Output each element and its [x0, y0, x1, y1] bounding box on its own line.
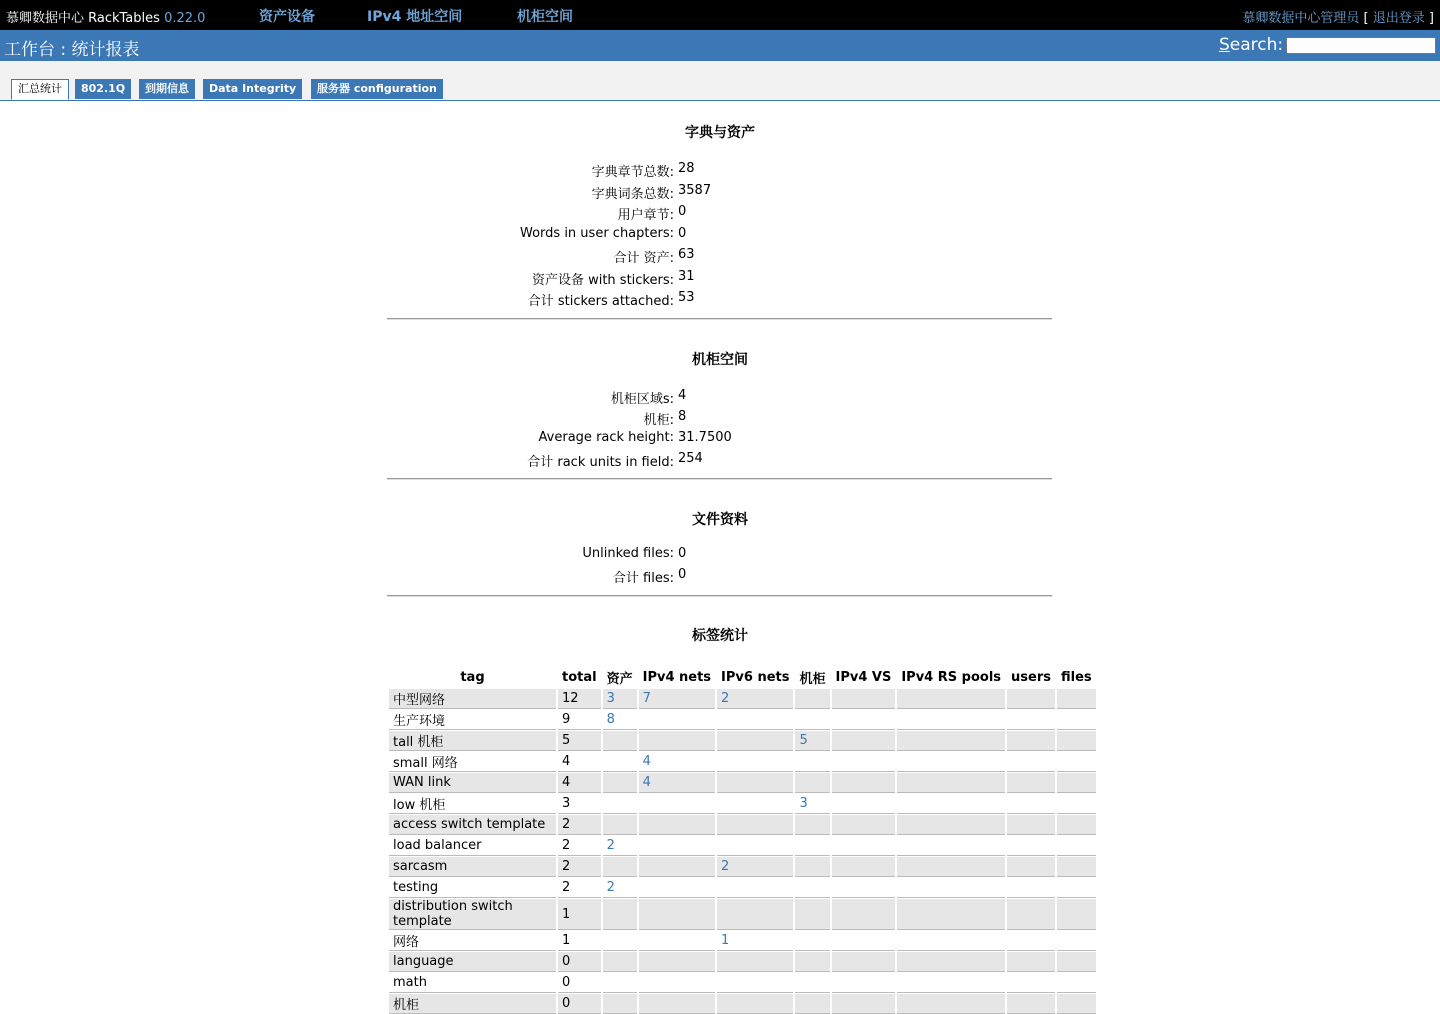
dict-stat-value: 31	[678, 268, 695, 284]
tag-name-cell: load balancer	[389, 835, 556, 856]
tag-total-cell: 0	[558, 993, 601, 1014]
files-stat-label: 合计 files:	[612, 571, 674, 586]
table-cell	[832, 877, 896, 898]
table-cell	[832, 856, 896, 877]
table-cell	[1007, 972, 1055, 993]
table-cell	[1007, 688, 1055, 709]
tab-data-integrity[interactable]: Data Integrity	[203, 79, 302, 99]
table-cell	[1057, 793, 1096, 814]
table-cell	[832, 793, 896, 814]
table-cell	[795, 688, 829, 709]
app-brand[interactable]	[6, 7, 205, 26]
table-cell	[897, 972, 1005, 993]
tag-name-cell: testing	[389, 877, 556, 898]
dict-stat-label: 字典词条总数:	[591, 186, 674, 202]
table-cell	[639, 877, 715, 898]
table-cell	[717, 709, 793, 730]
section-title-dictionary: 字典与资产	[685, 125, 755, 141]
table-cell	[717, 730, 793, 751]
files-stat-value: 0	[678, 546, 687, 561]
table-cell	[717, 951, 793, 972]
rack-stat-row	[0, 388, 1440, 409]
table-cell	[1057, 951, 1096, 972]
table-cell	[795, 751, 829, 772]
table-row	[389, 877, 1096, 898]
table-cell	[832, 993, 896, 1014]
dict-stat-row	[0, 226, 1440, 247]
files-stat-row	[0, 567, 1440, 588]
dict-stat-value: 53	[678, 290, 695, 305]
rack-stat-row	[0, 451, 1440, 472]
tag-total-cell: 2	[558, 814, 601, 835]
tab-summary[interactable]: 汇总统计	[11, 79, 69, 100]
tag-count-link[interactable]: 2	[603, 835, 637, 856]
rack-stat-value: 8	[678, 409, 687, 424]
table-cell	[832, 898, 896, 930]
table-cell	[639, 814, 715, 835]
table-cell	[603, 930, 637, 951]
table-cell	[832, 709, 896, 730]
dict-stat-label: Words in user chapters:	[520, 225, 674, 241]
table-cell	[1007, 898, 1055, 930]
tag-count-link[interactable]: 2	[603, 877, 637, 898]
table-cell	[1007, 751, 1055, 772]
search-label-rest: earch:	[1229, 35, 1284, 55]
table-cell	[795, 993, 829, 1014]
dict-stat-label: 字典章节总数:	[591, 165, 674, 180]
tag-name-cell: low 机柜	[389, 793, 556, 814]
tag-total-cell: 3	[558, 793, 601, 814]
table-cell	[1057, 930, 1096, 951]
table-cell	[795, 877, 829, 898]
table-cell	[1007, 877, 1055, 898]
divider	[387, 595, 1052, 597]
column-header: IPv4 VS	[835, 669, 892, 685]
divider	[387, 478, 1052, 480]
search-accesskey: S	[1219, 35, 1230, 55]
column-header: 机柜	[799, 671, 826, 687]
tag-name-cell: 机柜	[389, 993, 556, 1014]
dict-stat-row	[0, 161, 1440, 182]
tag-table-header	[389, 666, 1096, 688]
table-cell	[1007, 856, 1055, 877]
rack-stat-label: 合计 rack units in field:	[527, 455, 674, 470]
dict-stat-row	[0, 183, 1440, 204]
brand-name[interactable]: 慕卿数据中心 RackTables	[6, 11, 160, 26]
tag-total-cell: 9	[558, 709, 601, 730]
user-profile-link[interactable]: 慕卿数据中心管理员	[1242, 11, 1360, 26]
tag-count-link[interactable]: 3	[603, 688, 637, 709]
dict-stat-value: 0	[678, 204, 687, 219]
table-cell	[1057, 835, 1096, 856]
search-label	[1219, 35, 1283, 55]
search-input[interactable]	[1286, 37, 1436, 54]
tag-count-link[interactable]: 1	[717, 930, 793, 951]
table-cell	[897, 772, 1005, 793]
dict-stat-label: 合计 资产:	[613, 251, 674, 266]
table-cell	[795, 856, 829, 877]
column-header: users	[1011, 669, 1051, 685]
table-cell	[1057, 730, 1096, 751]
nav-ipv4-space[interactable]: IPv4 地址空间	[367, 9, 463, 25]
table-cell	[832, 814, 896, 835]
tag-name-cell: 网络	[389, 930, 556, 951]
table-cell	[795, 898, 829, 930]
table-cell	[832, 951, 896, 972]
table-cell	[832, 688, 896, 709]
divider	[387, 318, 1052, 320]
tag-count-link[interactable]: 7	[639, 688, 715, 709]
table-cell	[639, 972, 715, 993]
table-cell	[1057, 751, 1096, 772]
table-cell	[1007, 993, 1055, 1014]
table-cell	[603, 793, 637, 814]
table-cell	[1057, 814, 1096, 835]
table-cell	[717, 814, 793, 835]
dict-stat-label: 资产设备 with stickers:	[531, 272, 674, 288]
table-cell	[832, 772, 896, 793]
section-title-files: 文件资料	[692, 512, 748, 528]
tab-8021q[interactable]: 802.1Q	[75, 79, 131, 99]
table-cell	[832, 930, 896, 951]
bracket-close: ]	[1428, 11, 1434, 26]
table-cell	[603, 972, 637, 993]
tag-name-cell: math	[389, 972, 556, 993]
tag-name-cell: 中型网络	[389, 688, 556, 709]
dict-stat-row	[0, 269, 1440, 290]
table-cell	[795, 814, 829, 835]
table-cell	[639, 856, 715, 877]
table-row	[389, 972, 1096, 993]
table-cell	[1057, 898, 1096, 930]
tag-count-link[interactable]: 8	[603, 709, 637, 730]
table-row	[389, 856, 1096, 877]
table-cell	[795, 835, 829, 856]
table-cell	[795, 972, 829, 993]
dict-stat-label: 用户章节:	[617, 208, 674, 223]
tag-total-cell: 12	[558, 688, 601, 709]
table-cell	[603, 730, 637, 751]
section-title-rackspace: 机柜空间	[692, 352, 748, 368]
rack-stat-label: Average rack height:	[538, 430, 674, 445]
table-cell	[795, 930, 829, 951]
table-cell	[1007, 793, 1055, 814]
column-header: IPv6 nets	[721, 669, 790, 685]
table-cell	[897, 814, 1005, 835]
table-cell	[717, 751, 793, 772]
tag-count-link[interactable]: 2	[717, 856, 793, 877]
table-cell	[639, 930, 715, 951]
dict-stat-row	[0, 247, 1440, 268]
table-cell	[639, 993, 715, 1014]
files-stat-row	[0, 546, 1440, 567]
table-cell	[1007, 951, 1055, 972]
user-area	[1242, 7, 1434, 26]
nav-rackspace[interactable]: 机柜空间	[517, 9, 573, 25]
tag-count-link[interactable]: 4	[639, 751, 715, 772]
table-row	[389, 709, 1096, 730]
table-row	[389, 814, 1096, 835]
table-cell	[717, 993, 793, 1014]
dict-stat-row	[0, 290, 1440, 311]
nav-objects[interactable]: 资产设备	[259, 9, 315, 25]
tag-count-link[interactable]: 4	[639, 772, 715, 793]
tag-total-cell: 4	[558, 751, 601, 772]
files-stat-label: Unlinked files:	[582, 546, 674, 561]
table-cell	[1007, 835, 1055, 856]
table-row	[389, 751, 1096, 772]
tag-count-link[interactable]: 5	[795, 730, 829, 751]
rack-stat-value: 4	[678, 388, 687, 403]
app-version: 0.22.0	[164, 11, 206, 26]
rack-stat-label: 机柜:	[643, 413, 674, 428]
table-cell	[795, 709, 829, 730]
tag-name-cell: WAN link	[389, 772, 556, 793]
table-cell	[897, 930, 1005, 951]
table-cell	[1007, 772, 1055, 793]
tag-total-cell: 0	[558, 951, 601, 972]
dict-stat-value: 3587	[678, 182, 712, 198]
table-cell	[1057, 993, 1096, 1014]
tag-total-cell: 2	[558, 835, 601, 856]
table-cell	[1057, 856, 1096, 877]
table-cell	[897, 688, 1005, 709]
tag-total-cell: 2	[558, 856, 601, 877]
tab-server-configuration[interactable]: 服务器 configuration	[311, 79, 443, 99]
title-bar	[0, 30, 1440, 61]
table-cell	[897, 709, 1005, 730]
dict-stat-value: 28	[678, 161, 695, 176]
column-header: total	[562, 669, 597, 685]
table-cell	[897, 793, 1005, 814]
table-cell	[897, 730, 1005, 751]
table-row	[389, 898, 1096, 930]
tab-strip	[0, 61, 1440, 101]
column-header: IPv4 nets	[642, 669, 712, 685]
table-cell	[603, 898, 637, 930]
dict-stat-value: 0	[678, 225, 687, 241]
tag-count-link[interactable]: 3	[795, 793, 829, 814]
rack-stat-row	[0, 430, 1440, 451]
rack-stat-value: 31.7500	[678, 430, 732, 445]
tag-total-cell: 0	[558, 972, 601, 993]
table-cell	[639, 793, 715, 814]
table-row	[389, 835, 1096, 856]
table-cell	[717, 772, 793, 793]
top-bar	[0, 0, 1440, 30]
tab-expirations[interactable]: 到期信息	[139, 79, 195, 99]
table-row	[389, 930, 1096, 951]
table-cell	[717, 877, 793, 898]
logout-link[interactable]: 退出登录	[1372, 11, 1425, 26]
table-cell	[1007, 930, 1055, 951]
tag-stats-table	[387, 666, 1098, 1014]
table-cell	[603, 993, 637, 1014]
tag-count-link[interactable]: 2	[717, 688, 793, 709]
tag-name-cell: 生产环境	[389, 709, 556, 730]
table-cell	[897, 898, 1005, 930]
table-row	[389, 793, 1096, 814]
table-cell	[639, 951, 715, 972]
tag-name-cell: sarcasm	[389, 856, 556, 877]
table-cell	[717, 898, 793, 930]
tag-name-cell: small 网络	[389, 751, 556, 772]
page-title: 工作台 : 统计报表	[4, 40, 140, 60]
rack-stat-value: 254	[678, 451, 703, 466]
tag-name-cell: distribution switch template	[389, 898, 556, 930]
table-cell	[603, 751, 637, 772]
tag-total-cell: 2	[558, 877, 601, 898]
tag-total-cell: 5	[558, 730, 601, 751]
column-header: 资产	[606, 671, 633, 687]
table-row	[389, 951, 1096, 972]
table-cell	[897, 877, 1005, 898]
table-cell	[1057, 877, 1096, 898]
table-cell	[717, 835, 793, 856]
bracket-open: [	[1363, 11, 1369, 26]
table-cell	[717, 793, 793, 814]
table-cell	[897, 751, 1005, 772]
files-stat-value: 0	[678, 567, 687, 582]
column-header: tag	[460, 669, 485, 685]
table-cell	[1057, 688, 1096, 709]
tag-total-cell: 1	[558, 930, 601, 951]
table-cell	[603, 951, 637, 972]
table-row	[389, 730, 1096, 751]
table-cell	[1007, 709, 1055, 730]
table-cell	[1007, 730, 1055, 751]
rack-stat-row	[0, 409, 1440, 430]
table-cell	[639, 835, 715, 856]
tag-name-cell: tall 机柜	[389, 730, 556, 751]
rack-stat-label: 机柜区域s:	[610, 392, 674, 407]
table-cell	[832, 730, 896, 751]
tag-total-cell: 4	[558, 772, 601, 793]
table-cell	[603, 856, 637, 877]
table-row	[389, 772, 1096, 793]
table-cell	[1007, 814, 1055, 835]
table-cell	[1057, 972, 1096, 993]
column-header: IPv4 RS pools	[901, 669, 1002, 685]
tag-total-cell: 1	[558, 898, 601, 930]
table-cell	[639, 709, 715, 730]
table-cell	[832, 835, 896, 856]
table-cell	[795, 951, 829, 972]
table-cell	[603, 772, 637, 793]
dict-stat-label: 合计 stickers attached:	[527, 294, 674, 309]
tag-name-cell: language	[389, 951, 556, 972]
table-cell	[1057, 709, 1096, 730]
table-cell	[1057, 772, 1096, 793]
table-cell	[897, 835, 1005, 856]
table-cell	[639, 730, 715, 751]
column-header: files	[1060, 669, 1092, 685]
dict-stat-value: 63	[678, 247, 695, 262]
table-cell	[897, 951, 1005, 972]
table-cell	[795, 772, 829, 793]
table-cell	[897, 856, 1005, 877]
table-cell	[897, 993, 1005, 1014]
table-cell	[832, 972, 896, 993]
table-cell	[603, 814, 637, 835]
dict-stat-row	[0, 204, 1440, 225]
table-cell	[717, 972, 793, 993]
tag-name-cell: access switch template	[389, 814, 556, 835]
table-row	[389, 688, 1096, 709]
table-cell	[832, 751, 896, 772]
table-row	[389, 993, 1096, 1014]
section-title-tags: 标签统计	[692, 628, 748, 644]
table-cell	[639, 898, 715, 930]
